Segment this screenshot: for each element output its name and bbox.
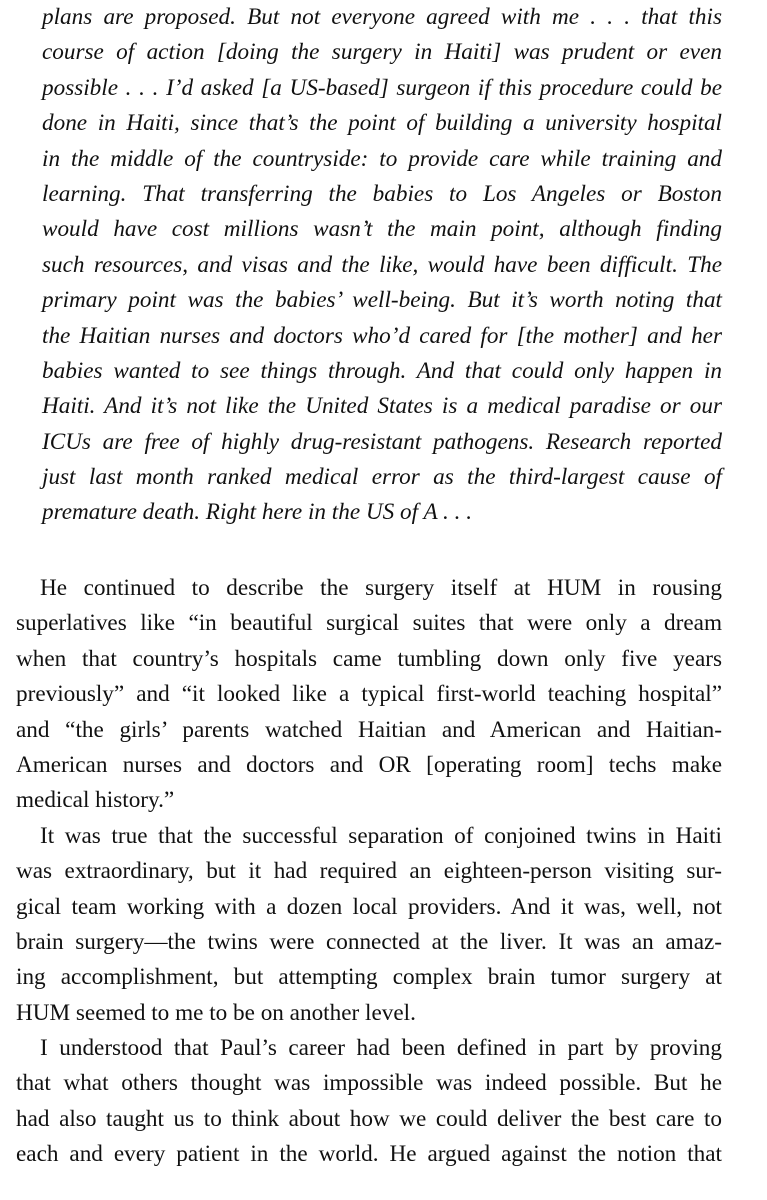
text-line: superlatives like “in beautiful surgical suites that were only a dream	[16, 610, 722, 637]
text-line: HUM seemed to me to be on another level.	[16, 999, 416, 1026]
text-line: when that country’s hospitals came tumbling down only five years	[16, 645, 722, 672]
quote-line: the Haitian nurses and doctors who’d cared for [the mother] and her	[42, 322, 722, 349]
text-line: American nurses and doctors and OR [operating room] techs make	[16, 751, 722, 778]
text-line: and “the girls’ parents watched Haitian and American and Haitian-	[16, 716, 722, 743]
text-line: It was true that the successful separation of conjoined twins in Haiti	[40, 822, 722, 849]
text-line: gical team working with a dozen local providers. And it was, well, not	[16, 893, 722, 920]
text-line: I understood that Paul’s career had been defined in part by proving	[40, 1035, 722, 1062]
quote-line: just last month ranked medical error as the third-largest cause of	[42, 464, 722, 491]
quote-line: done in Haiti, since that’s the point of building a university hospital	[42, 110, 722, 137]
quote-line: in the middle of the countryside: to provide care while training and	[42, 145, 722, 172]
paragraph-surgery-description	[16, 571, 722, 819]
quote-line: babies wanted to see things through. And that could only happen in	[42, 357, 722, 384]
text-line: was extraordinary, but it had required an eighteen-person visiting sur-	[16, 858, 722, 885]
quote-line: premature death. Right here in the US of A . . .	[42, 499, 472, 526]
text-line: He continued to describe the surgery itself at HUM in rousing	[40, 575, 722, 601]
quote-line: would have cost millions wasn’t the main point, although finding	[42, 216, 722, 243]
text-line: previously” and “it looked like a typical first-world teaching hospital”	[16, 681, 722, 708]
quote-line: learning. That transferring the babies to Los Angeles or Boston	[42, 180, 722, 207]
quote-line: ICUs are free of highly drug-resistant pathogens. Research reported	[42, 428, 722, 455]
block-quote	[42, 0, 722, 531]
quote-line: course of action [doing the surgery in Haiti] was prudent or even	[42, 39, 722, 66]
paragraph-pauls-career	[16, 1031, 722, 1173]
text-line: each and every patient in the world. He argued against the notion that	[16, 1141, 722, 1168]
quote-line: plans are proposed. But not everyone agreed with me . . . that this	[42, 4, 722, 30]
quote-line: Haiti. And it’s not like the United States is a medical paradise or our	[42, 393, 722, 420]
paragraph-conjoined-twins	[16, 819, 722, 1031]
text-line: ing accomplishment, but attempting complex brain tumor surgery at	[16, 964, 722, 991]
text-line: medical history.”	[16, 787, 175, 814]
quote-line: possible . . . I’d asked [a US-based] surgeon if this procedure could be	[42, 74, 722, 101]
text-line: had also taught us to think about how we could deliver the best care to	[16, 1105, 722, 1132]
body-text	[16, 571, 722, 1173]
text-line: that what others thought was impossible was indeed possible. But he	[16, 1070, 722, 1097]
text-line: brain surgery—the twins were connected at the liver. It was an amaz-	[16, 928, 722, 955]
quote-line: primary point was the babies’ well-being. But it’s worth noting that	[42, 287, 722, 314]
quote-line: such resources, and visas and the like, would have been difficult. The	[42, 251, 722, 278]
